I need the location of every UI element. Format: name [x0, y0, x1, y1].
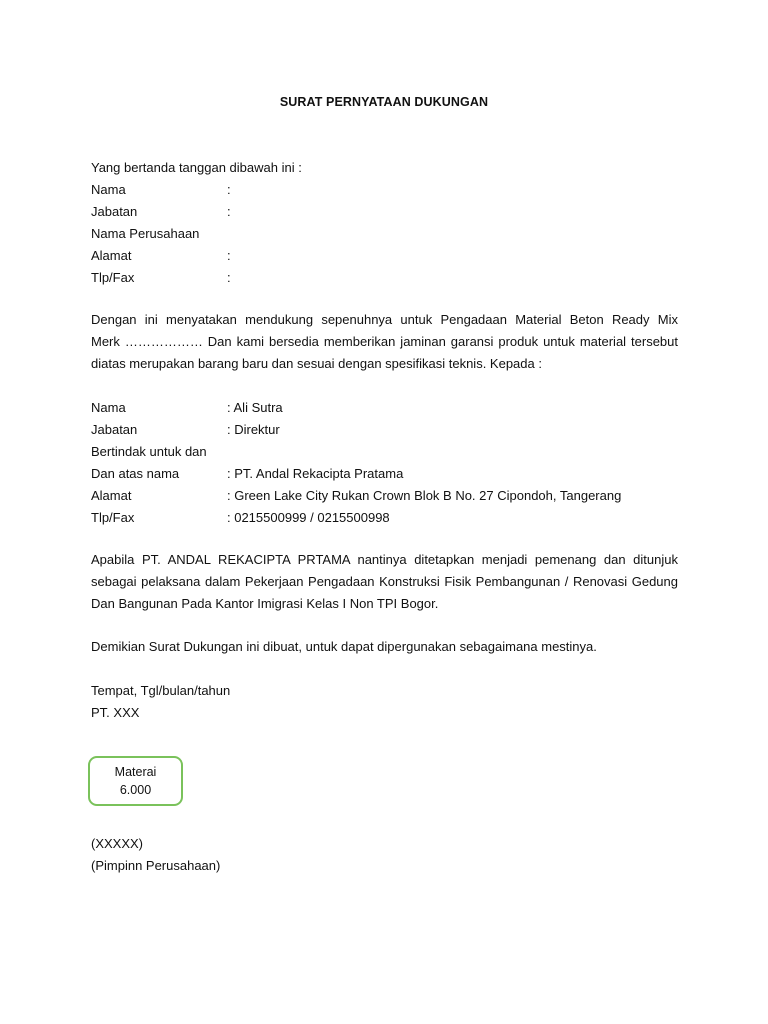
- signer-phone-value: :: [227, 270, 231, 285]
- signatory-role: (Pimpinn Perusahaan): [91, 858, 221, 873]
- condition-line: Apabila PT. ANDAL REKACIPTA PRTAMA nantinya ditetapkan menjadi pemenang dan ditunjuk: [91, 552, 678, 567]
- signer-company-label: Nama Perusahaan: [91, 226, 200, 241]
- statement-line: Merk ……………… Dan kami bersedia memberikan jaminan garansi produk untuk material tersebut: [91, 334, 678, 349]
- duty-stamp-box: [88, 756, 183, 806]
- recipient-position-value: : Direktur: [227, 422, 280, 437]
- signatory-name: (XXXXX): [91, 836, 144, 851]
- signer-name-label: Nama: [91, 182, 126, 197]
- recipient-behalf-label: Dan atas nama: [91, 466, 180, 481]
- recipient-acting-label: Bertindak untuk dan: [91, 444, 207, 459]
- condition-line: sebagai pelaksana dalam Pekerjaan Pengadaan Konstruksi Fisik Pembangunan / Renovasi Gedung: [91, 574, 678, 589]
- statement-line: Dengan ini menyatakan mendukung sepenuhnya untuk Pengadaan Material Beton Ready Mix: [91, 312, 678, 327]
- recipient-phone-value: : 0215500999 / 0215500998: [227, 510, 390, 525]
- signer-name-value: :: [227, 182, 231, 197]
- closing-text: Demikian Surat Dukungan ini dibuat, untuk dapat dipergunakan sebagaimana mestinya.: [91, 639, 597, 654]
- recipient-phone-label: Tlp/Fax: [91, 510, 135, 525]
- statement-paragraph: [91, 309, 678, 375]
- recipient-address-value: : Green Lake City Rukan Crown Blok B No. 27 Cipondoh, Tangerang: [227, 488, 622, 503]
- signer-position-label: Jabatan: [91, 204, 138, 219]
- stamp-value: 6.000: [119, 783, 152, 797]
- stamp-label: Materai: [114, 765, 157, 779]
- recipient-behalf-value: : PT. Andal Rekacipta Pratama: [227, 466, 404, 481]
- intro-text: Yang bertanda tanggan dibawah ini :: [91, 160, 302, 175]
- signer-address-label: Alamat: [91, 248, 132, 263]
- company-name: PT. XXX: [91, 705, 140, 720]
- recipient-name-label: Nama: [91, 400, 126, 415]
- signer-phone-label: Tlp/Fax: [91, 270, 135, 285]
- signer-address-value: :: [227, 248, 231, 263]
- letter-title: SURAT PERNYATAAN DUKUNGAN: [279, 95, 489, 109]
- signer-position-value: :: [227, 204, 231, 219]
- condition-line: Dan Bangunan Pada Kantor Imigrasi Kelas I Non TPI Bogor.: [91, 596, 439, 611]
- statement-line: diatas merupakan barang baru dan sesuai dengan spesifikasi teknis. Kepada :: [91, 356, 542, 371]
- place-date: Tempat, Tgl/bulan/tahun: [91, 683, 231, 698]
- condition-paragraph: [91, 549, 678, 615]
- recipient-position-label: Jabatan: [91, 422, 138, 437]
- recipient-name-value: : Ali Sutra: [227, 400, 283, 415]
- recipient-address-label: Alamat: [91, 488, 132, 503]
